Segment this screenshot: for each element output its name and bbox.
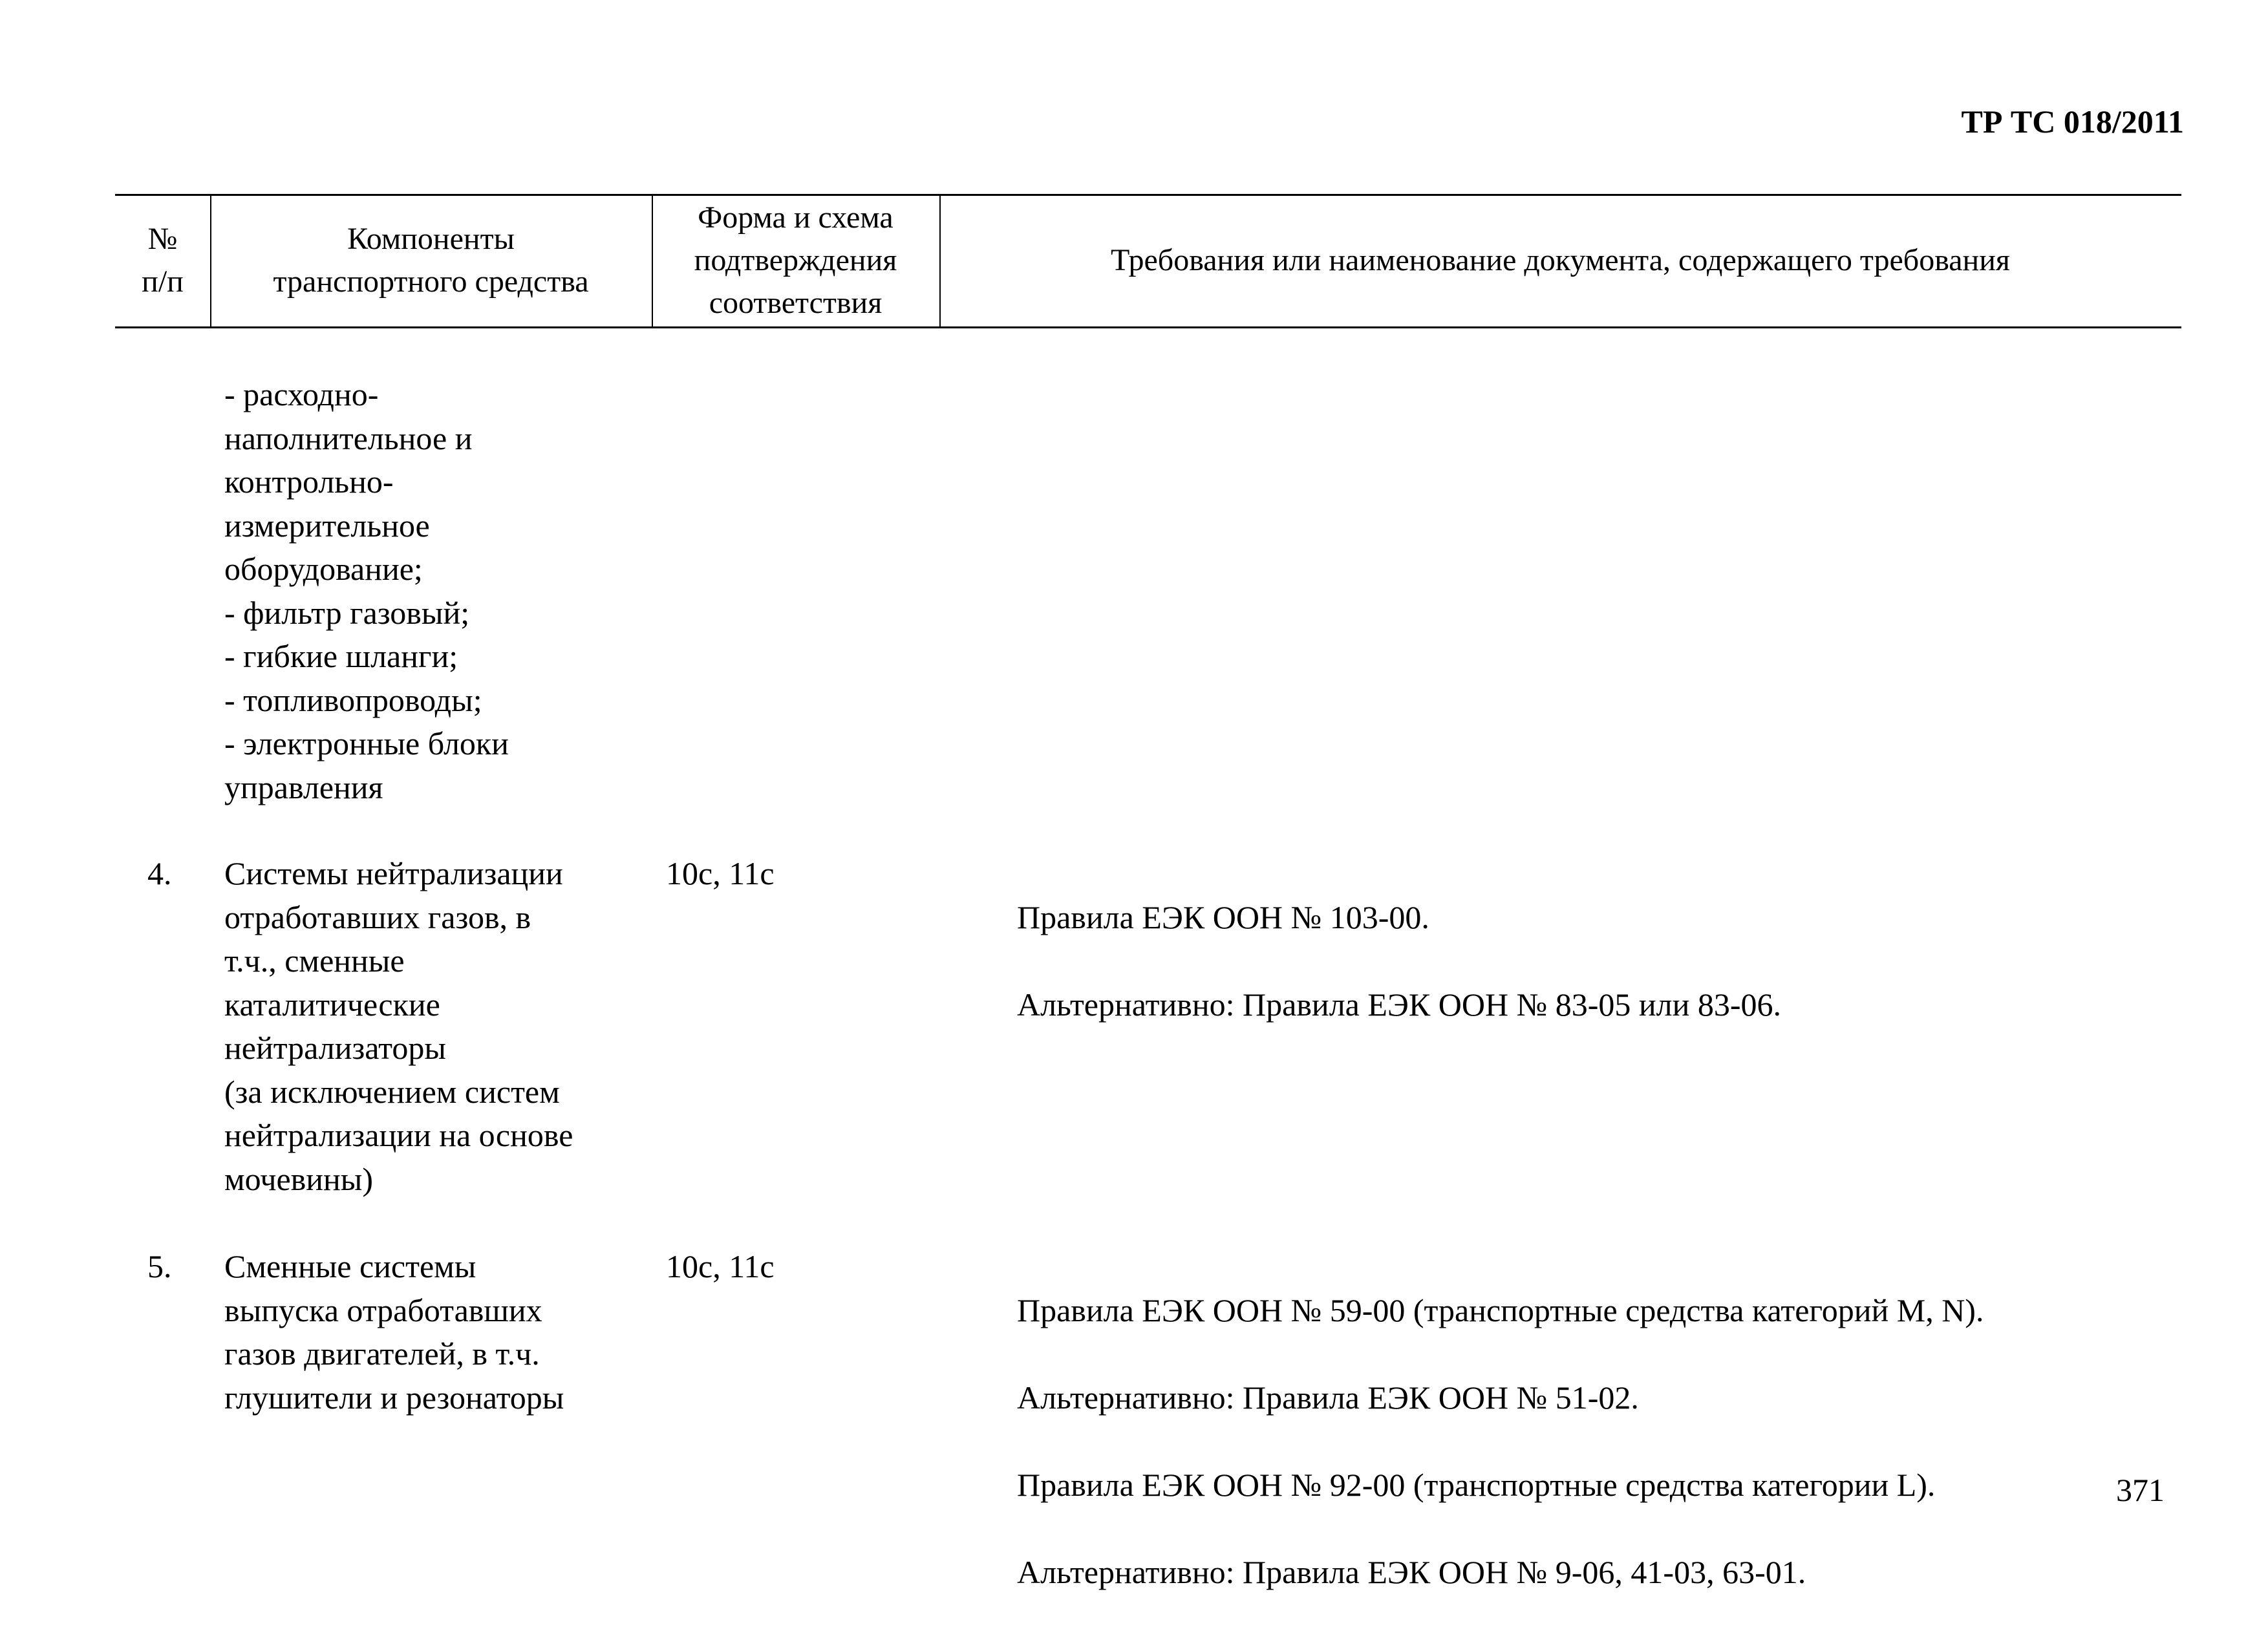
column-header-components: Компоненты транспортного средства: [273, 221, 589, 299]
page-number: 371: [2116, 1472, 2165, 1508]
row-number: 4.: [147, 855, 172, 891]
table-header-bottom-rule: [115, 326, 2181, 328]
requirement-line: Альтернативно: Правила ЕЭК ООН № 9-06, 41-03, 63-01.: [1017, 1553, 1806, 1590]
table-row-continuation-components: - расходно- наполнительное и контрольно- измерительное оборудование; - фильтр газовый; - гибкие шланги; - топливопроводы; - электронные блоки управления: [224, 376, 509, 805]
row-conformity-scheme: 10с, 11с: [666, 1248, 775, 1284]
column-header-conformity-scheme: Форма и схема подтверждения соответствия: [694, 200, 897, 320]
requirement-line: Правила ЕЭК ООН № 92-00 (транспортные средства категории L).: [1017, 1466, 1936, 1503]
requirement-line: Альтернативно: Правила ЕЭК ООН № 51-02.: [1017, 1379, 1639, 1416]
row-components: Системы нейтрализации отработавших газов, в т.ч., сменные каталитические нейтрализаторы (за исключением систем нейтрализации на основе мочевины): [224, 855, 573, 1197]
column-header-requirements: Требования или наименование документа, содержащего требования: [1110, 242, 2010, 277]
row-components: Сменные системы выпуска отработавших газов двигателей, в т.ч. глушители и резонаторы: [224, 1248, 564, 1416]
requirement-line: Правила ЕЭК ООН № 103-00.: [1017, 899, 1429, 935]
row-requirements: [1017, 1245, 2181, 1638]
requirement-line: Альтернативно: Правила ЕЭК ООН № 83-05 или 83-06.: [1017, 986, 1782, 1023]
row-number: 5.: [147, 1248, 172, 1284]
document-code: ТР ТС 018/2011: [1961, 103, 2184, 140]
column-header-number: № п/п: [142, 221, 184, 299]
row-requirements: [1017, 852, 2181, 1070]
row-conformity-scheme: 10с, 11с: [666, 855, 775, 891]
requirement-line: Правила ЕЭК ООН № 59-00 (транспортные средства категорий M, N).: [1017, 1292, 1984, 1328]
